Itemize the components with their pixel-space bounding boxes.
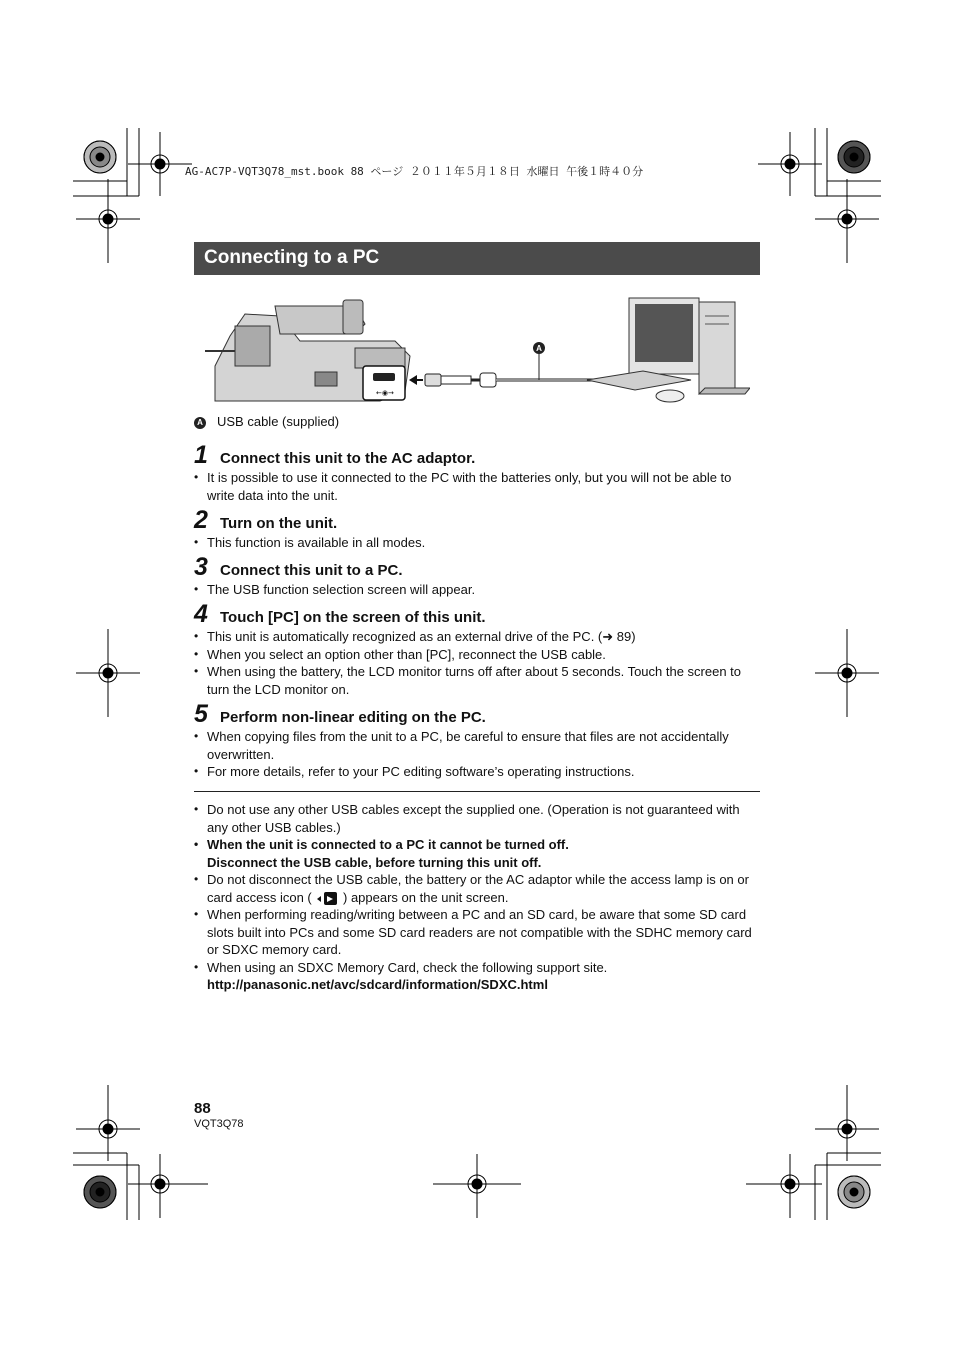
support-url-link[interactable]: http://panasonic.net/avc/sdcard/information/SDXC.html (207, 977, 548, 992)
pc-illustration (587, 298, 750, 402)
step-number: 3 (194, 553, 208, 581)
document-code: VQT3Q78 (194, 1118, 244, 1130)
note-warning-line-2: Disconnect the USB cable, before turning this unit off. (207, 854, 542, 870)
card-access-icon (316, 891, 338, 906)
step-5 (194, 700, 760, 781)
step-title: Touch [PC] on the screen of this unit. (220, 609, 486, 626)
step-title: Connect this unit to the AC adaptor. (220, 450, 476, 467)
note-item: • When performing reading/writing between a PC and an SD card, be aware that some SD card slots built into PCs and some SD card readers are not compatible with the SDHC memory card or SDXC memory card. (194, 906, 760, 959)
callout-badge: A (194, 417, 206, 429)
figure-caption (194, 414, 339, 429)
caption-text: USB cable (supplied) (217, 414, 340, 429)
bullet: • When you select an option other than [PC], reconnect the USB cable. (194, 646, 760, 664)
notes (194, 799, 760, 994)
note-text-before-icon: Do not disconnect the USB cable, the battery or the AC adaptor while the access lamp is on or card access icon ( (207, 872, 749, 905)
bullet: • The USB function selection screen will appear. (194, 581, 760, 599)
bullet: • This unit is automatically recognized as an external drive of the PC. (➜ 89) (194, 628, 760, 646)
bullet: • When copying files from the unit to a PC, be careful to ensure that files are not accidentally overwritten. (194, 728, 760, 763)
bullet: • This function is available in all modes. (194, 534, 760, 552)
section-header (194, 242, 760, 275)
note-item: • Do not use any other USB cables except the supplied one. (Operation is not guaranteed with any other USB cables.) (194, 801, 760, 836)
note-item-warning (194, 836, 760, 871)
connection-illustration (205, 296, 750, 411)
page-number: 88 (194, 1100, 211, 1117)
camcorder-illustration (205, 300, 410, 401)
divider (194, 791, 760, 792)
section-title: Connecting to a PC (204, 247, 380, 268)
note-warning-line-1: When the unit is connected to a PC it cannot be turned off. (207, 837, 569, 852)
step-2 (194, 506, 760, 552)
step-number: 4 (194, 600, 208, 628)
note-item (194, 871, 760, 906)
step-number: 2 (194, 506, 208, 534)
step-3 (194, 553, 760, 599)
bullet: • When using the battery, the LCD monitor turns off after about 5 seconds. Touch the screen to turn the LCD monitor on. (194, 663, 760, 698)
note-text: When using an SDXC Memory Card, check the following support site. (207, 959, 608, 975)
print-header: AG-AC7P-VQT3Q78_mst.book 88 ページ ２０１１年５月１８日 水曜日 午後１時４０分 (185, 165, 644, 178)
step-title: Perform non-linear editing on the PC. (220, 709, 486, 726)
note-item (194, 959, 760, 994)
bullet: • It is possible to use it connected to the PC with the batteries only, but you will not be able to write data into the unit. (194, 469, 760, 504)
note-text-after-icon: ) appears on the unit screen. (343, 889, 509, 905)
step-4 (194, 600, 760, 698)
step-title: Turn on the unit. (220, 515, 338, 532)
step-number: 5 (194, 700, 208, 728)
svg-text:←◉→: ←◉→ (376, 389, 394, 397)
bullet: • For more details, refer to your PC editing software’s operating instructions. (194, 763, 760, 781)
step-number: 1 (194, 441, 208, 469)
callout-a: A (536, 344, 542, 353)
step-title: Connect this unit to a PC. (220, 562, 403, 579)
step-1 (194, 441, 760, 504)
usb-plug-illustration (409, 373, 496, 387)
